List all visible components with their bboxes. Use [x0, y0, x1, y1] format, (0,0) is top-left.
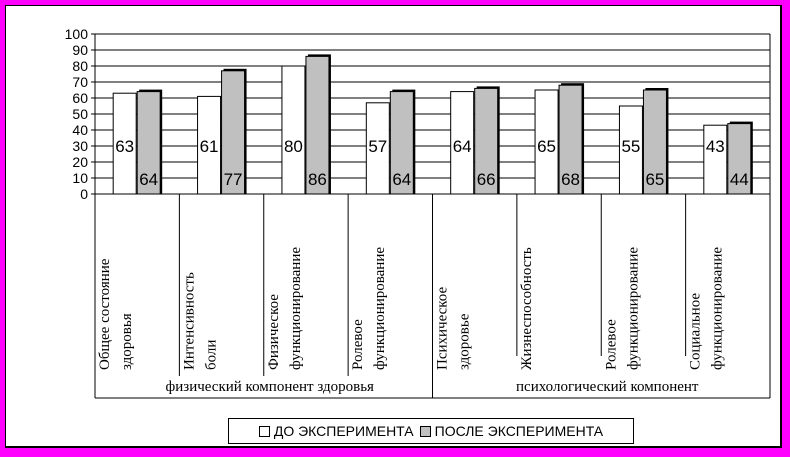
category-label-line: боли	[203, 339, 220, 370]
category-label	[688, 247, 726, 370]
legend-swatch-before	[259, 426, 270, 437]
legend-label-before: ДО ЭКСПЕРИМЕНТА	[273, 423, 414, 439]
category-label-line: функционирование	[287, 246, 304, 370]
data-label: 43	[705, 137, 725, 156]
y-tick-label: 60	[72, 90, 88, 106]
data-label: 61	[199, 137, 219, 156]
category-label	[181, 272, 219, 370]
data-label: 44	[729, 170, 749, 189]
data-label: 63	[115, 137, 135, 156]
group-label: психологический компонент	[516, 379, 699, 395]
data-label: 66	[476, 170, 496, 189]
y-tick-label: 40	[72, 122, 88, 138]
category-label	[266, 247, 304, 370]
y-tick-label: 70	[72, 74, 88, 90]
y-tick-label: 0	[80, 186, 88, 202]
y-tick-label: 100	[64, 26, 88, 42]
y-tick-label: 50	[72, 106, 88, 122]
data-label: 57	[368, 137, 388, 156]
data-label: 68	[561, 170, 581, 189]
data-label: 65	[645, 170, 665, 189]
data-label: 64	[452, 137, 472, 156]
category-label-line: Жизнеспособность	[518, 247, 535, 370]
group-label: физический компонент здоровья	[165, 379, 374, 395]
category-label	[350, 247, 388, 370]
data-label: 55	[621, 137, 641, 156]
category-label-line: здоровья	[119, 313, 135, 370]
category-label	[603, 247, 641, 370]
category-label-line: Социальное	[687, 292, 704, 370]
category-label-line: Ролевое	[350, 319, 367, 370]
data-label: 65	[537, 137, 557, 156]
data-label: 64	[392, 170, 412, 189]
legend-item-before	[259, 423, 414, 439]
data-label: 80	[283, 137, 303, 156]
data-label: 86	[307, 170, 327, 189]
data-label: 77	[223, 170, 243, 189]
y-tick-label: 90	[72, 42, 88, 58]
legend-label-after: ПОСЛЕ ЭКСПЕРИМЕНТА	[434, 423, 604, 439]
category-label-line: Ролевое	[603, 319, 620, 370]
category-label-line: Интенсивность	[181, 272, 198, 370]
y-tick-label: 30	[72, 138, 88, 154]
category-label	[435, 287, 473, 370]
legend-swatch-after	[420, 426, 431, 437]
legend-item-after	[420, 423, 604, 439]
data-label: 64	[139, 170, 159, 189]
category-label	[519, 247, 535, 370]
bar	[282, 66, 305, 194]
y-tick-label: 10	[72, 170, 88, 186]
category-label-line: функционирование	[372, 246, 389, 370]
category-label-line: Физическое	[265, 294, 282, 370]
category-label-line: здоровье	[456, 313, 473, 370]
category-label-line: Психическое	[434, 286, 451, 370]
category-label-line: Общее состояние	[97, 258, 113, 370]
y-tick-label: 80	[72, 58, 88, 74]
bar	[704, 125, 727, 194]
y-tick-label: 20	[72, 154, 88, 170]
category-label-line: функционирование	[709, 246, 726, 370]
legend	[228, 418, 634, 444]
category-label-line: функционирование	[625, 246, 642, 370]
category-label	[97, 258, 135, 370]
